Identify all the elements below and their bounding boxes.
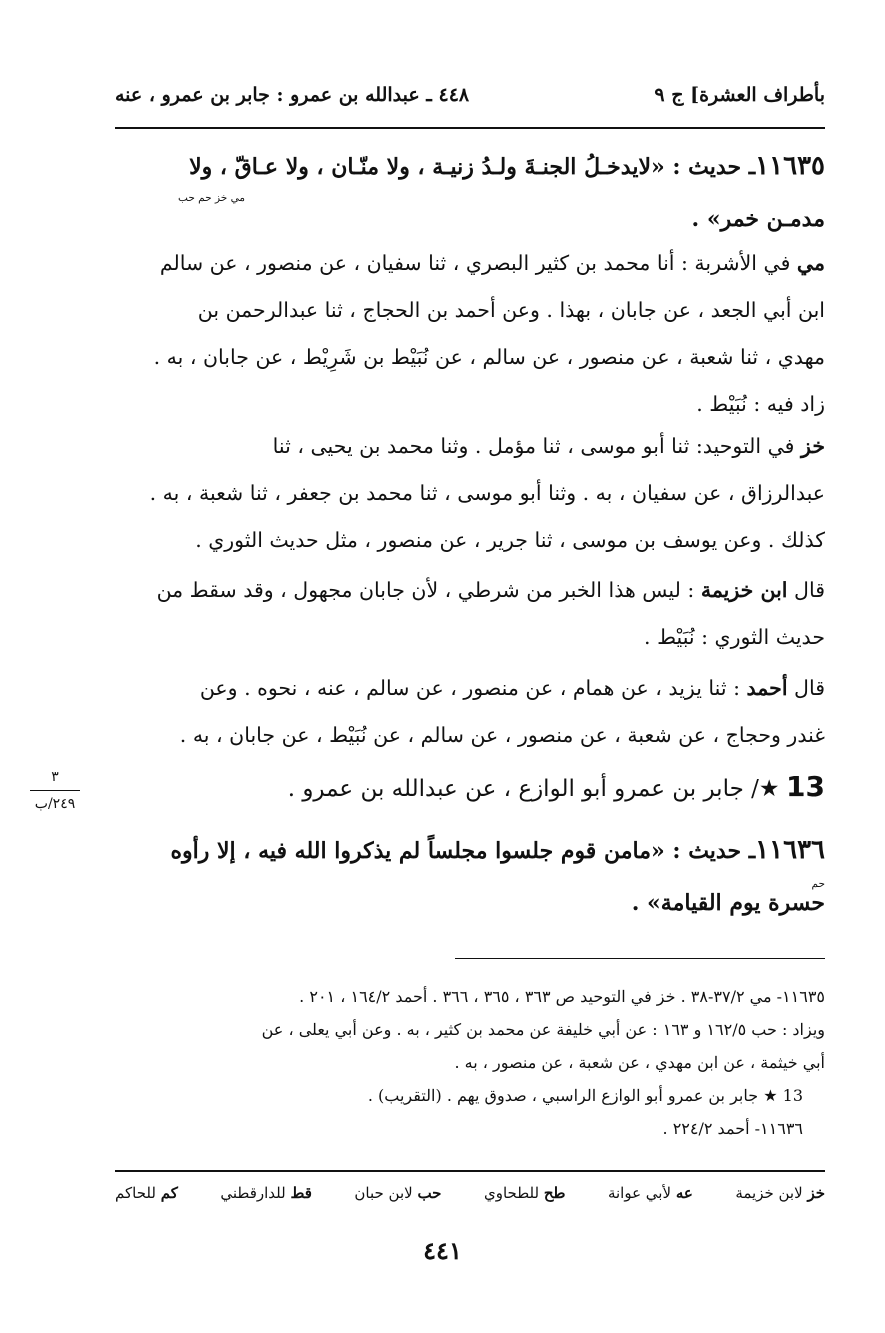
- abbreviation-meaning: لأبي عوانة: [607, 1184, 676, 1202]
- section-title: / جابر بن عمرو أبو الوازع ، عن عبدالله بن عمرو .: [287, 776, 759, 802]
- abbreviation-key: [115, 1184, 825, 1214]
- abbreviation-key-term: كم: [160, 1184, 178, 1202]
- abbreviation-item: [115, 1184, 178, 1214]
- header-rule: [115, 127, 825, 129]
- star-icon: ★: [758, 776, 780, 802]
- source-siglum: خز: [801, 434, 825, 458]
- paragraph-mi: [115, 240, 825, 428]
- text-line: مهدي ، ثنا شعبة ، عن منصور ، عن سالم ، عن نُبَيْط بن شَرِيْط ، عن جابان ، به .: [153, 345, 825, 369]
- abbreviation-key-term: حب: [417, 1184, 442, 1202]
- footnotes: [115, 980, 825, 1145]
- text-line: زاد فيه : نُبَيْط .: [696, 392, 825, 416]
- running-header: [115, 84, 825, 118]
- abbreviation-key-term: عه: [675, 1184, 693, 1202]
- text-line: غندر وحجاج ، عن شعبة ، عن منصور ، عن سالم ، عن نُبَيْط ، عن جابان ، به .: [179, 723, 825, 747]
- hadith-sigla: حم: [811, 878, 825, 890]
- text-line: كذلك . وعن يوسف بن موسى ، ثنا جرير ، عن منصور ، مثل حديث الثوري .: [195, 528, 825, 552]
- hadith-11635-line2: مدمـن خمر» .: [691, 206, 825, 232]
- text-line: في التوحيد: ثنا أبو موسى ، ثنا مؤمل . وثنا محمد بن يحيى ، ثنا: [272, 434, 795, 458]
- text-line: : ليس هذا الخبر من شرطي ، لأن جابان مجهول ، وقد سقط من: [156, 578, 695, 602]
- hadith-number: ١١٦٣٥: [755, 151, 825, 181]
- hadith-11636-line2: حسرة يوم القيامة» .: [631, 890, 825, 916]
- footnote-line: ويزاد : حب ١٦٢/٥ و ١٦٣ : عن أبي خليفة عن محمد بن كثير ، به . وعن أبي يعلى ، عن: [261, 1020, 825, 1039]
- paragraph-ahmad: [115, 665, 825, 759]
- page-number: ٤٤١: [423, 1236, 462, 1265]
- author-name: أحمد: [746, 676, 788, 700]
- hadith-sigla: مي خز حم حب: [178, 192, 245, 204]
- text-line: حديث الثوري : نُبَيْط .: [644, 625, 825, 649]
- hadith-11636: [115, 824, 825, 929]
- paragraph-khz: [115, 423, 825, 564]
- abbreviation-item: [735, 1184, 825, 1214]
- hadith-text: ـ حديث : «مامن قوم جلسوا مجلساً لم يذكروا الله فيه ، إلا رأوه: [170, 838, 756, 864]
- abbreviation-key-term: طح: [543, 1184, 566, 1202]
- text-prefix: قال: [794, 676, 825, 700]
- source-siglum: مي: [796, 251, 825, 275]
- footnote-line: ١١٦٣٦- أحمد ٢٢٤/٢ .: [662, 1119, 803, 1138]
- footnote-line: ١١٦٣٥- مي ٣٧/٢-٣٨ . خز في التوحيد ص ٣٦٣ ، ٣٦٥ ، ٣٦٦ . أحمد ١٦٤/٢ ، ٢٠١ .: [299, 987, 825, 1006]
- section-number: 13: [786, 770, 825, 803]
- section-13-heading: [115, 762, 825, 814]
- margin-folio-top: ٣: [51, 769, 59, 785]
- abbreviation-rule: [115, 1170, 825, 1172]
- abbreviation-meaning: للطحاوي: [483, 1184, 544, 1202]
- abbreviation-item: [220, 1184, 312, 1214]
- hadith-11635: [115, 140, 825, 245]
- footnote-line: [115, 1079, 825, 1112]
- header-volume: بأطراف العشرة] ج ٩: [654, 84, 825, 106]
- abbreviation-meaning: للحاكم: [115, 1184, 161, 1202]
- margin-folio-bottom: ٢٤٩/ب: [34, 796, 76, 812]
- abbreviation-item: [608, 1184, 693, 1214]
- abbreviation-meaning: لابن حبان: [354, 1184, 418, 1202]
- author-name: ابن خزيمة: [700, 578, 788, 602]
- footnote-number: 13: [782, 1086, 803, 1105]
- margin-divider: [30, 790, 80, 791]
- text-line: في الأشربة : أنا محمد بن كثير البصري ، ثنا سفيان ، عن منصور ، عن سالم: [159, 251, 791, 275]
- paragraph-ibn-khuzaima: [115, 567, 825, 661]
- abbreviation-item: [484, 1184, 565, 1214]
- abbreviation-key-term: قط: [290, 1184, 312, 1202]
- footnote-line: أبي خيثمة ، عن ابن مهدي ، عن شعبة ، عن منصور ، به .: [454, 1053, 825, 1072]
- abbreviation-key-term: خز: [807, 1184, 825, 1202]
- text-line: : ثنا يزيد ، عن همام ، عن منصور ، عن سالم ، عنه ، نحوه . وعن: [199, 676, 740, 700]
- abbreviation-meaning: لابن خزيمة: [735, 1184, 808, 1202]
- text-line: ابن أبي الجعد ، عن جابان ، بهذا . وعن أحمد بن الحجاج ، ثنا عبدالرحمن بن: [197, 298, 825, 322]
- footnote-text: ★ جابر بن عمرو أبو الوازع الراسبي ، صدوق يهم . (التقريب) .: [367, 1086, 778, 1105]
- abbreviation-meaning: للدارقطني: [220, 1184, 291, 1202]
- abbreviation-item: [354, 1184, 441, 1214]
- text-line: عبدالرزاق ، عن سفيان ، به . وثنا أبو موسى ، ثنا محمد بن جعفر ، ثنا شعبة ، به .: [149, 481, 825, 505]
- footnote-rule: [455, 958, 825, 959]
- hadith-number: ١١٦٣٦: [755, 835, 825, 865]
- header-chapter: ٤٤٨ ـ عبدالله بن عمرو : جابر بن عمرو ، عنه: [115, 84, 470, 106]
- margin-note: [20, 766, 90, 815]
- hadith-text: ـ حديث : «لايدخـلُ الجنـةَ ولـدُ زنيـة ، ولا منّـان ، ولا عـاقّ ، ولا: [189, 154, 756, 180]
- text-prefix: قال: [794, 578, 825, 602]
